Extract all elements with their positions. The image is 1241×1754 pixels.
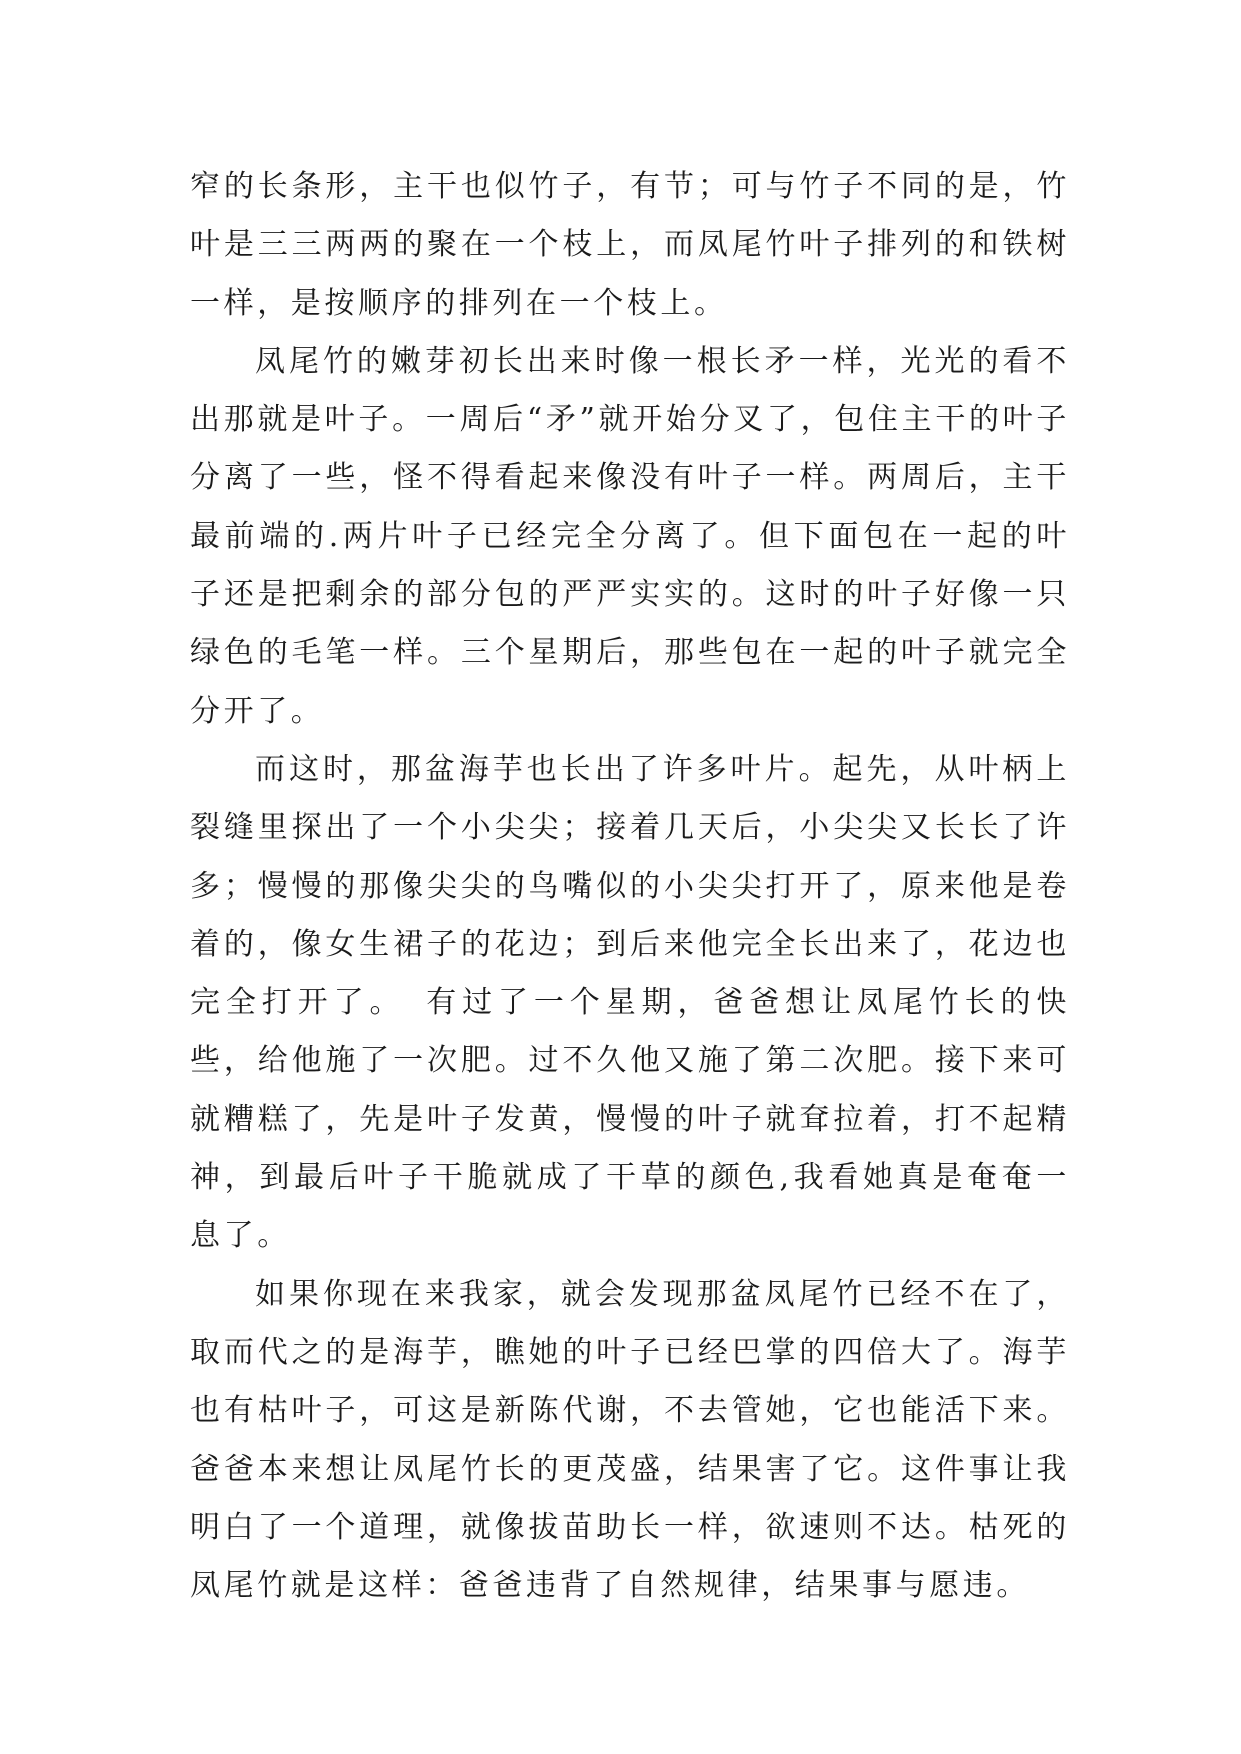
paragraph-2: 凤尾竹的嫩芽初长出来时像一根长矛一样，光光的看不出那就是叶子。一周后“矛”就开始分叉了，包住主干的叶子分离了一些，怪不得看起来像没有叶子一样。两周后，主干最前端的.两片叶子已经完全分离了。但下面包在一起的叶子还是把剩余的部分包的严严实实的。这时的叶子好像一只绿色的毛笔一样。三个星期后，那些包在一起的叶子就完全分开了。 — [190, 343, 1070, 729]
paragraph-4: 如果你现在来我家，就会发现那盆凤尾竹已经不在了，取而代之的是海芋，瞧她的叶子已经巴掌的四倍大了。海芋也有枯叶子，可这是新陈代谢，不去管她，它也能活下来。爸爸本来想让凤尾竹长的更茂盛，结果害了它。这件事让我明白了一个道理，就像拔苗助长一样，欲速则不达。枯死的凤尾竹就是这样：爸爸违背了自然规律，结果事与愿违。 — [190, 1276, 1070, 1604]
article-body — [190, 158, 1070, 1615]
paragraph-1: 窄的长条形，主干也似竹子，有节；可与竹子不同的是，竹叶是三三两两的聚在一个枝上，而凤尾竹叶子排列的和铁树一样，是按顺序的排列在一个枝上。 — [190, 169, 1070, 321]
paragraph-3: 而这时，那盆海芋也长出了许多叶片。起先，从叶柄上裂缝里探出了一个小尖尖；接着几天后，小尖尖又长长了许多；慢慢的那像尖尖的鸟嘴似的小尖尖打开了，原来他是卷着的，像女生裙子的花边；到后来他完全长出来了，花边也完全打开了。 有过了一个星期，爸爸想让凤尾竹长的快些，给他施了一次肥。过不久他又施了第二次肥。接下来可就糟糕了，先是叶子发黄，慢慢的叶子就耷拉着，打不起精神，到最后叶子干脆就成了干草的颜色,我看她真是奄奄一息了。 — [190, 751, 1070, 1254]
